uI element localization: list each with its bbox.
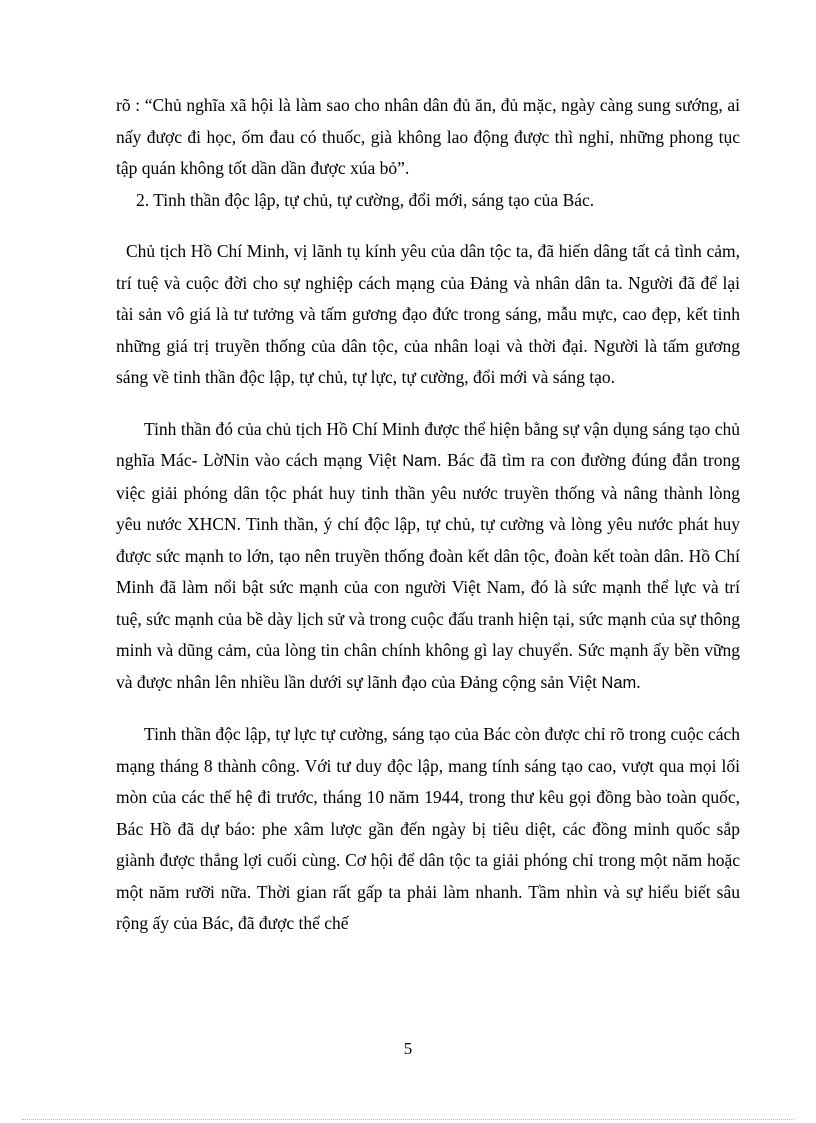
document-body: [116, 90, 740, 940]
paragraph-1: Chủ tịch Hồ Chí Minh, vị lãnh tụ kính yêu của dân tộc ta, đã hiến dâng tất cả tình cảm, trí tuệ và cuộc đời cho sự nghiệp cách mạng của Đảng và nhân dân ta. Người đã để lại tài sản vô giá là tư tưởng và tấm gương đạo đức trong sáng, mẫu mực, cao đẹp, kết tinh những giá trị truyền thống của dân tộc, của nhân loại và thời đại. Người là tấm gương sáng về tinh thần độc lập, tự chủ, tự lực, tự cường, đổi mới và sáng tạo.: [116, 241, 740, 387]
paragraph-2-part-c: .: [636, 671, 641, 692]
paragraph-2-word-nam-end: Nam: [601, 673, 637, 692]
paragraph-2: [116, 414, 740, 700]
paragraph-3: Tinh thần độc lập, tự lực tự cường, sáng tạo của Bác còn được chỉ rõ trong cuộc cách mạng tháng 8 thành công. Với tư duy độc lập, mang tính sáng tạo cao, vượt qua mọi lối mòn của các thế hệ đi trước, tháng 10 năm 1944, trong thư kêu gọi đồng bào toàn quốc, Bác Hồ đã dự báo: phe xâm lược gần đến ngày bị tiêu diệt, các đồng minh quốc sắp giành được thắng lợi cuối cùng. Cơ hội để dân tộc ta giải phóng chỉ trong một năm hoặc một năm rưỡi nữa. Thời gian rất gấp ta phải làm nhanh. Tầm nhìn và sự hiểu biết sâu rộng ấy của Bác, đã được thể chế: [116, 724, 740, 933]
paragraph-2-part-a: Tinh thần đó của chủ tịch Hồ Chí Minh được thể hiện bằng sự vận dụng sáng tạo chủ nghĩa Mác- LờNin vào cách mạng Việt: [116, 418, 740, 470]
page-number: 5: [403, 1039, 413, 1058]
page-bottom-divider: [22, 1119, 794, 1120]
intro-paragraph: rõ : “Chủ nghĩa xã hội là làm sao cho nhân dân đủ ăn, đủ mặc, ngày càng sung sướng, ai nấy được đi học, ốm đau có thuốc, già không lao động được thì nghỉ, những phong tục tập quán không tốt dần dần được xúa bỏ”.: [116, 95, 740, 178]
paragraph-2-word-nam: Nam: [402, 452, 438, 470]
paragraph-2-part-b: . Bác đã tìm ra con đường đúng đắn trong việc giải phóng dân tộc phát huy tinh thần yêu nước truyền thống và nâng thành lòng yêu nước XHCN. Tinh thần, ý chí độc lập, tự chủ, tự cường và lòng yêu nước phát huy được sức mạnh to lớn, tạo nên truyền thống đoàn kết dân tộc, đoàn kết toàn dân. Hồ Chí Minh đã làm nổi bật sức mạnh của con người Việt Nam, đó là sức mạnh thể lực và trí tuệ, sức mạnh của bề dày lịch sử và trong cuộc đấu tranh hiện tại, sức mạnh của sự thông minh và dũng cảm, của lòng tin chân chính không gì lay chuyển. Sức mạnh ấy bền vững và được nhân lên nhiều lần dưới sự lãnh đạo của Đảng cộng sản Việt: [116, 450, 740, 692]
section-heading: 2. Tinh thần độc lập, tự chủ, tự cường, đổi mới, sáng tạo của Bác.: [136, 189, 595, 210]
